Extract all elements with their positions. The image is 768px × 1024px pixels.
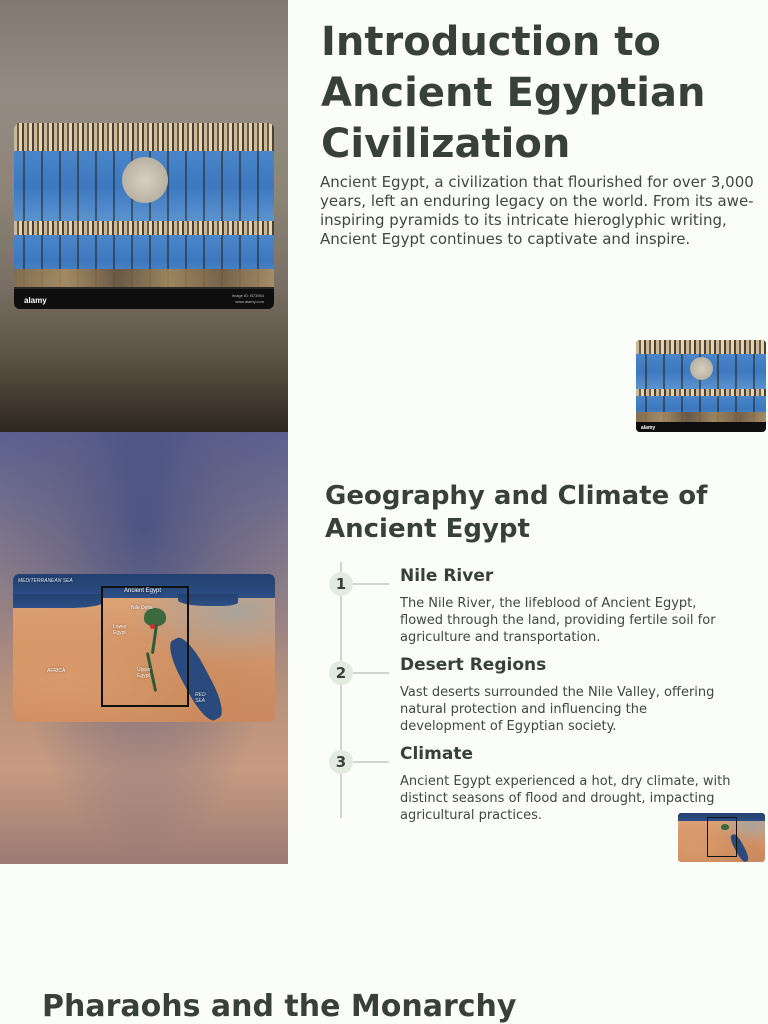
- map-label-africa: AFRICA: [47, 668, 66, 674]
- hieroglyph-relief-thumbnail: [636, 340, 766, 432]
- map-label-delta: Nile Delta: [131, 605, 153, 611]
- timeline-connector: [353, 672, 389, 674]
- map-label-upper-egypt: Upper Egypt: [137, 667, 151, 679]
- timeline-line: [340, 562, 342, 818]
- map-label-red-sea: RED SEA: [195, 692, 206, 704]
- timeline-number: 3: [329, 750, 353, 774]
- timeline-connector: [353, 583, 389, 585]
- timeline-text: Ancient Egypt experienced a hot, dry climate, with distinct seasons of flood and drought, impacting agricultural practices.: [400, 774, 731, 823]
- intro-paragraph: Ancient Egypt, a civilization that flourished for over 3,000 years, left an enduring legacy on the world. From its awe-inspiring pyramids to its intricate hieroglyphic writing, Ancient Egypt continues to captivate and inspire.: [320, 173, 754, 248]
- map-label-mediterranean: MEDITERRANEAN SEA: [18, 578, 73, 584]
- map-label-title: Ancient Egypt: [124, 588, 162, 594]
- geography-background-panel: [0, 432, 288, 864]
- timeline-text: Vast deserts surrounded the Nile Valley, offering natural protection and influencing the development of Egyptian society.: [400, 685, 715, 734]
- image-credit-url: www.alamy.com: [235, 299, 264, 305]
- timeline-connector: [353, 761, 389, 763]
- timeline-heading: Climate: [400, 744, 473, 764]
- timeline-number: 2: [329, 661, 353, 685]
- timeline-number: 1: [329, 572, 353, 596]
- egypt-map-thumbnail: [678, 813, 765, 862]
- map-label-lower-egypt: Lower Egypt: [113, 624, 127, 636]
- geography-title: Geography and Climate of Ancient Egypt: [325, 481, 708, 544]
- image-credit-line: Image ID: B73954: [231, 293, 264, 299]
- timeline-heading: Nile River: [400, 566, 494, 586]
- image-watermark-brand: alamy: [24, 296, 47, 305]
- intro-background-panel: [0, 0, 288, 432]
- egypt-map-image: [13, 574, 275, 722]
- intro-title: Introduction to Ancient Egyptian Civilization: [321, 19, 706, 167]
- pharaohs-title: Pharaohs and the Monarchy: [42, 989, 517, 1024]
- hieroglyph-relief-image: [14, 123, 274, 309]
- timeline-heading: Desert Regions: [400, 655, 547, 675]
- thumbnail-watermark-brand: alamy: [641, 425, 656, 431]
- timeline-text: The Nile River, the lifeblood of Ancient Egypt, flowed through the land, providing fertile soil for agriculture and transportation.: [400, 596, 716, 645]
